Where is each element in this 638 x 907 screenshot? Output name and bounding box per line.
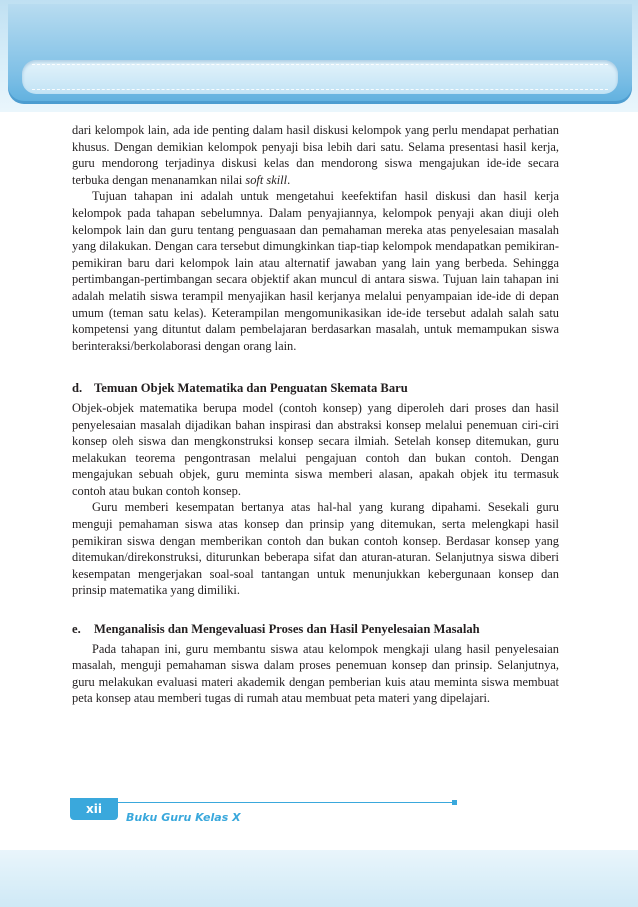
header-stitched-band: [22, 60, 618, 94]
paragraph-purpose: Tujuan tahapan ini adalah untuk mengetahui keefektifan hasil diskusi dan hasil kerja kelompok pada tahapan sebelumnya. Dalam penyajiannya, kelompok penyaji akan diuji oleh kelompok lain dan guru tentang penguasaan dan pemahaman mereka atas penyelesaian masalah yang dilakukan. Dengan cara tersebut dimungkinkan tiap-tiap kelompok mendapatkan pemikiran-pemikiran baru dari kelompok lain atau alternatif jawaban yang lain yang berbeda. Sehingga pertimbangan-pertimbangan secara objektif akan muncul di antara siswa. Tujuan lain tahapan ini adalah melatih siswa terampil menyajikan hasil kerjanya melalui penyampaian ide-ide di depan umum (teman satu kelas). Keterampilan mengomunikasikan ide-ide tersebut adalah salah satu kompetensi yang dituntut dalam pembelajaran berdasarkan masalah, untuk memampukan siswa berinteraksi/berkolaborasi dengan orang lain.: [72, 189, 559, 353]
book-title: Buku Guru Kelas X: [126, 811, 241, 824]
footer-band: [0, 850, 638, 907]
section-e-paragraph-1: Pada tahapan ini, guru membantu siswa atau kelompok mengkaji ulang hasil penyelesaian masalah, menguji pemahaman siswa dalam proses penemuan konsep dan prinsip. Selanjutnya, guru melakukan evaluasi materi akademik dengan pemberian kuis atau meminta siswa membuat peta konsep atau memberi tugas di rumah atau membuat peta materi yang dipelajari.: [72, 641, 559, 706]
header-banner: [0, 0, 638, 112]
page-body: [72, 122, 559, 707]
page-number: xii: [70, 798, 118, 820]
footer-rule-end: [452, 800, 457, 805]
soft-skill-term: soft skill: [245, 172, 288, 187]
section-d-title: Temuan Objek Matematika dan Penguatan Skemata Baru: [94, 381, 408, 396]
section-d-paragraph-2: Guru memberi kesempatan bertanya atas hal-hal yang kurang dipahami. Sesekali guru menguji pemahaman siswa atas konsep dan prinsip yang ditemukan, serta melengkapi hasil pemikiran siswa dengan memberikan contoh dan bukan contoh konsep. Berdasar konsep yang ditemukan/direkonstruksi, diturunkan beberapa sifat dan aturan-aturan. Selanjutnya siswa diberi kesempatan mengerjakan soal-soal tantangan untuk menunjukkan kebergunaan konsep dan prinsip matematika yang dimiliki.: [72, 500, 559, 598]
section-d-paragraph-1: Objek-objek matematika berupa model (contoh konsep) yang diperoleh dari proses dan hasil penyelesaian masalah dijadikan bahan inspirasi dan abstraksi konsep melalui penemuan ciri-ciri konsep oleh siswa dan mengkonstruksi konsep secara ilmiah. Setelah konsep ditemukan, guru melakukan teorema pengontrasan melalui pengajuan contoh dan bukan contoh. Dengan mengajukan sebuah objek, guru meminta siswa memberi alasan, apakah objek itu termasuk contoh atau bukan contoh konsep.: [72, 400, 559, 498]
section-d-heading: [72, 380, 559, 397]
paragraph-continued: dari kelompok lain, ada ide penting dalam hasil diskusi kelompok yang perlu mendapat perhatian khusus. Dengan demikian kelompok penyaji bisa lebih dari satu. Selama presentasi hasil kerja, guru mendorong terjadinya diskusi kelas dan mendorong siswa mengajukan ide-ide secara terbuka dengan menanamkan nilai soft skill.: [72, 123, 559, 187]
section-e-title: Menganalisis dan Mengevaluasi Proses dan Hasil Penyelesaian Masalah: [94, 622, 480, 637]
footer-rule: [72, 802, 455, 803]
section-d-number: d.: [72, 381, 83, 396]
header-decoration: [8, 4, 632, 104]
section-e-number: e.: [72, 622, 81, 637]
section-e-heading: [72, 621, 559, 638]
